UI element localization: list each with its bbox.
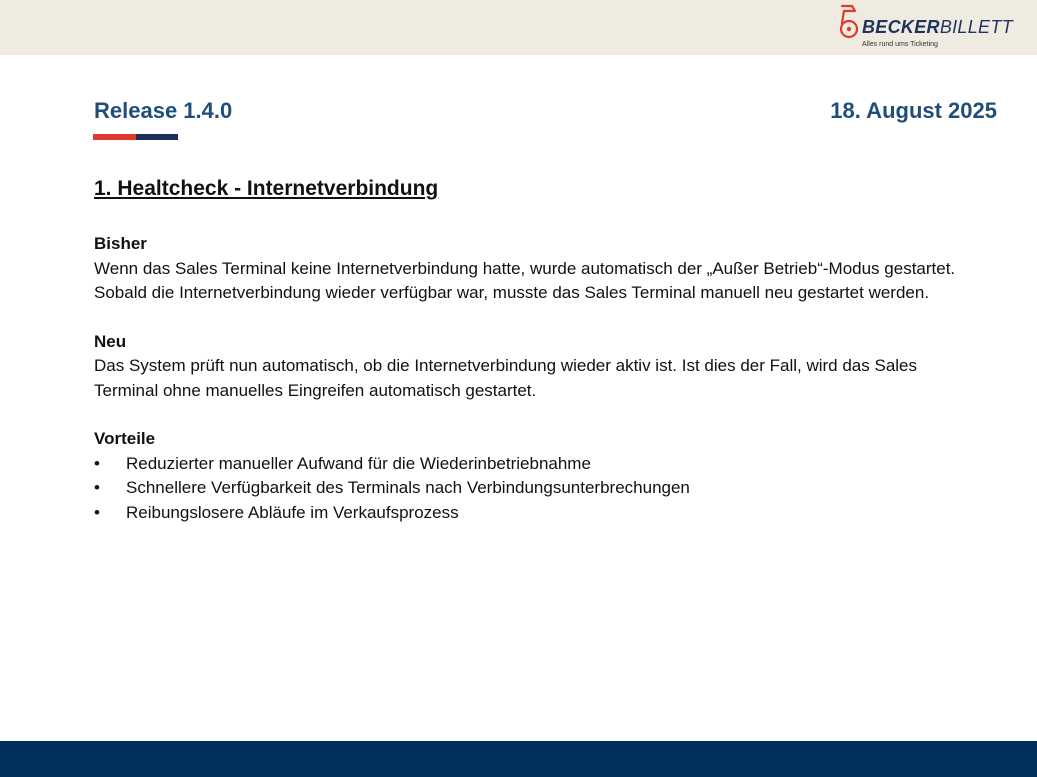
title-accent-bar	[93, 134, 178, 140]
footer-band	[0, 741, 1037, 777]
logo-word-regular: BILLETT	[939, 17, 1013, 37]
list-item	[94, 452, 984, 477]
list-item-text: Reibungslosere Abläufe im Verkaufsprozess	[126, 502, 459, 522]
accent-bar-navy	[136, 134, 178, 140]
header-band	[0, 0, 1037, 55]
logo-wordmark	[862, 18, 1013, 36]
release-date: 18. August 2025	[830, 98, 997, 123]
release-title: Release 1.4.0	[94, 98, 233, 123]
release-notes-content	[94, 174, 984, 549]
list-item	[94, 501, 984, 526]
block-title-new: Neu	[94, 331, 127, 351]
bullet-icon: •	[94, 478, 100, 497]
list-item	[94, 476, 984, 501]
list-item-text: Reduzierter manueller Aufwand für die Wiederinbetriebnahme	[126, 453, 591, 473]
logo-tagline: Alles rund ums Ticketing	[862, 41, 938, 48]
section-heading: 1. Healtcheck - Internetverbindung	[94, 177, 439, 200]
block-text-new: Das System prüft nun automatisch, ob die Internetverbindung wieder aktiv ist. Ist dies der Fall, wird das Sales Terminal ohne manuelles Eingreifen automatisch gestartet.	[94, 356, 918, 400]
list-item-text: Schnellere Verfügbarkeit des Terminals nach Verbindungsunterbrechungen	[126, 478, 690, 497]
logo-word-bold: BECKER	[862, 17, 940, 37]
block-new	[94, 330, 984, 404]
advantages-list	[94, 452, 984, 526]
becker-billett-logo	[838, 3, 1028, 53]
bullet-icon: •	[94, 502, 100, 522]
block-text-previous: Wenn das Sales Terminal keine Internetverbindung hatte, wurde automatisch der „Außer Betrieb“-Modus gestartet. Sobald die Internetverbindung wieder verfügbar war, musste das Sales Terminal manuell neu gestartet werden.	[94, 258, 956, 302]
block-title-advantages: Vorteile	[94, 429, 156, 448]
bullet-icon: •	[94, 453, 100, 473]
block-title-previous: Bisher	[94, 234, 147, 253]
accent-bar-red	[93, 134, 136, 140]
block-previous	[94, 232, 984, 306]
logo-mark-icon	[838, 3, 862, 41]
block-advantages	[94, 427, 984, 525]
